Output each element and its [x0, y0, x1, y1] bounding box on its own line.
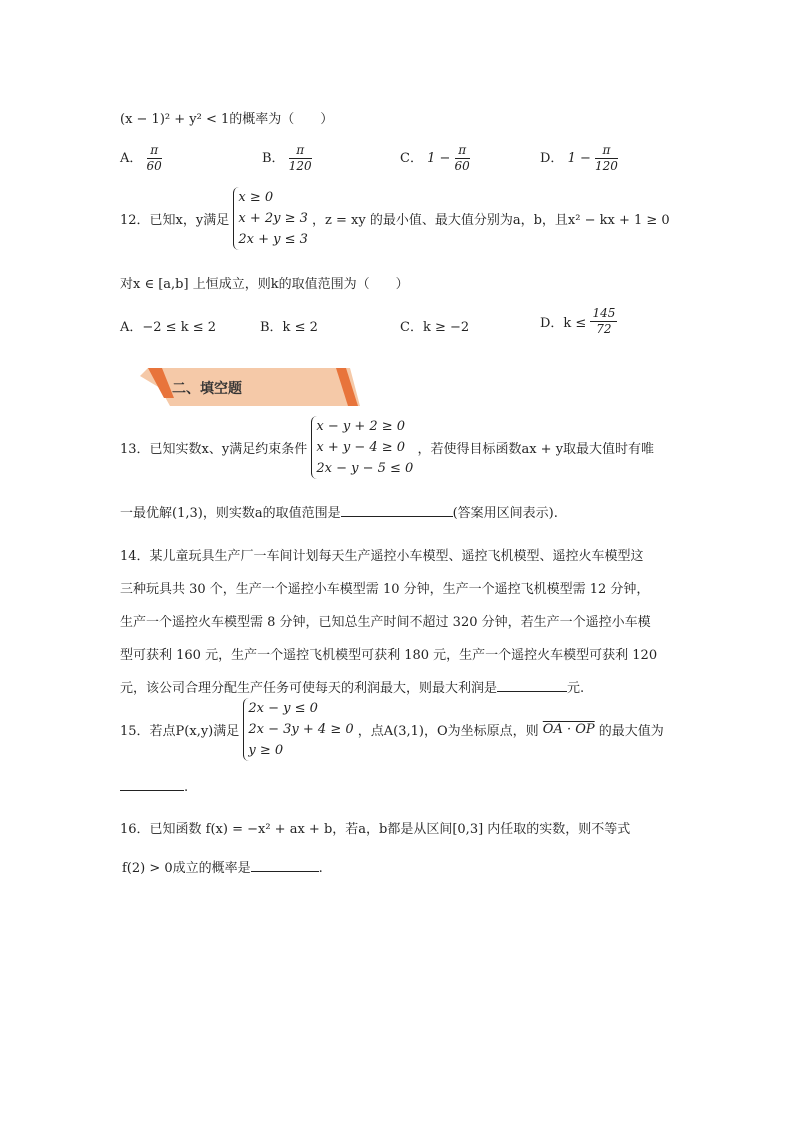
constraint-system — [311, 416, 413, 479]
fraction: $\frac{145}{72}$ — [592, 306, 616, 336]
constraint: 2x − 3y + 4 ≥ 0 — [248, 722, 354, 737]
period: . — [318, 861, 323, 876]
q13-line1 — [120, 416, 654, 479]
q13-text: 一最优解(1,3)，则实数a的取值范围是 — [120, 506, 341, 521]
q16-text: f(2) > 0成立的概率是 — [122, 861, 251, 876]
fraction: $\frac{\pi}{60}$ — [146, 143, 162, 173]
option-label: B． — [262, 151, 285, 166]
constraint-system — [243, 698, 353, 761]
fraction: $\frac{\pi}{120}$ — [595, 143, 618, 173]
constraint: x + y − 4 ≥ 0 — [316, 440, 406, 455]
answer-blank[interactable] — [251, 871, 319, 872]
constraint: 2x − y − 5 ≤ 0 — [316, 461, 414, 476]
q12-option-b: B．k ≤ 2 — [260, 320, 318, 335]
q12-line1 — [120, 187, 670, 250]
q12-line2: 对x ∈ [a,b] 上恒成立，则k的取值范围为（ ） — [120, 277, 409, 292]
fraction: $\frac{\pi}{60}$ — [454, 143, 470, 173]
q15-tail: 的最大值为 — [598, 724, 664, 739]
section-banner — [140, 368, 360, 406]
q12-option-c: C．k ≥ −2 — [400, 320, 470, 335]
constraint: 2x + y ≤ 3 — [238, 232, 308, 247]
option-label: D． — [540, 151, 564, 166]
vector-expression: OA · OP — [542, 722, 595, 737]
q15-line1 — [120, 698, 664, 761]
section-title: 二、填空题 — [172, 381, 242, 397]
constraint: x + 2y ≥ 3 — [238, 211, 308, 226]
period: . — [184, 780, 189, 795]
option-prefix: 1 − — [567, 151, 591, 166]
q13-line2 — [120, 502, 558, 521]
option-label: A． — [120, 151, 143, 166]
q11-option-c — [400, 143, 470, 174]
q14-last-line — [120, 677, 584, 696]
constraint-system — [233, 187, 308, 250]
q12-option-a: A．−2 ≤ k ≤ 2 — [120, 320, 217, 335]
q11-continuation: (x − 1)² + y² < 1的概率为（ ） — [120, 112, 334, 127]
q15-suffix: ，点A(3,1)，O为坐标原点，则 — [357, 724, 539, 739]
q12-option-d — [540, 306, 617, 337]
q16-line1: 16．已知函数 f(x) = −x² + ax + b，若a，b都是从区间[0,3] 内任取的实数，则不等式 — [120, 822, 631, 837]
answer-blank[interactable] — [120, 790, 184, 791]
constraint: x ≥ 0 — [238, 190, 274, 205]
constraint: 2x − y ≤ 0 — [248, 701, 318, 716]
q14-line: 生产一个遥控火车模型需 8 分钟，已知总生产时间不超过 320 分钟，若生产一个遥控小车模 — [120, 615, 651, 630]
q14-line: 14．某儿童玩具生产厂一车间计划每天生产遥控小车模型、遥控飞机模型、遥控火车模型这 — [120, 549, 644, 564]
q11-option-a — [120, 143, 162, 174]
q14-text: 元，该公司合理分配生产任务可使每天的利润最大，则最大利润是 — [120, 681, 498, 696]
answer-blank[interactable] — [497, 691, 567, 692]
q14-unit: 元. — [567, 681, 585, 696]
q15-line2 — [120, 780, 188, 795]
q12-suffix: ，z = xy 的最小值、最大值分别为a，b，且x² − kx + 1 ≥ 0 — [312, 213, 670, 228]
q13-prefix: 13．已知实数x、y满足约束条件 — [120, 442, 308, 457]
answer-blank[interactable] — [341, 516, 453, 517]
option-label: D．k ≤ — [540, 316, 587, 331]
constraint: x − y + 2 ≥ 0 — [316, 419, 406, 434]
q14-line: 型可获利 160 元，生产一个遥控飞机模型可获利 180 元，生产一个遥控火车模型可获利 120 — [120, 648, 658, 663]
q12-prefix: 12．已知x，y满足 — [120, 213, 230, 228]
q13-note: (答案用区间表示). — [452, 506, 558, 521]
q11-option-d — [540, 143, 618, 174]
q16-line2 — [122, 857, 323, 876]
fraction: $\frac{\pi}{120}$ — [288, 143, 312, 173]
q13-suffix: ，若使得目标函数ax + y取最大值时有唯 — [417, 442, 655, 457]
constraint: y ≥ 0 — [248, 743, 284, 758]
q15-prefix: 15．若点P(x,y)满足 — [120, 724, 240, 739]
option-prefix: 1 − — [427, 151, 451, 166]
q14-line: 三种玩具共 30 个，生产一个遥控小车模型需 10 分钟，生产一个遥控飞机模型需 12 分钟， — [120, 582, 650, 597]
q11-option-b — [262, 143, 312, 174]
option-label: C． — [400, 151, 423, 166]
